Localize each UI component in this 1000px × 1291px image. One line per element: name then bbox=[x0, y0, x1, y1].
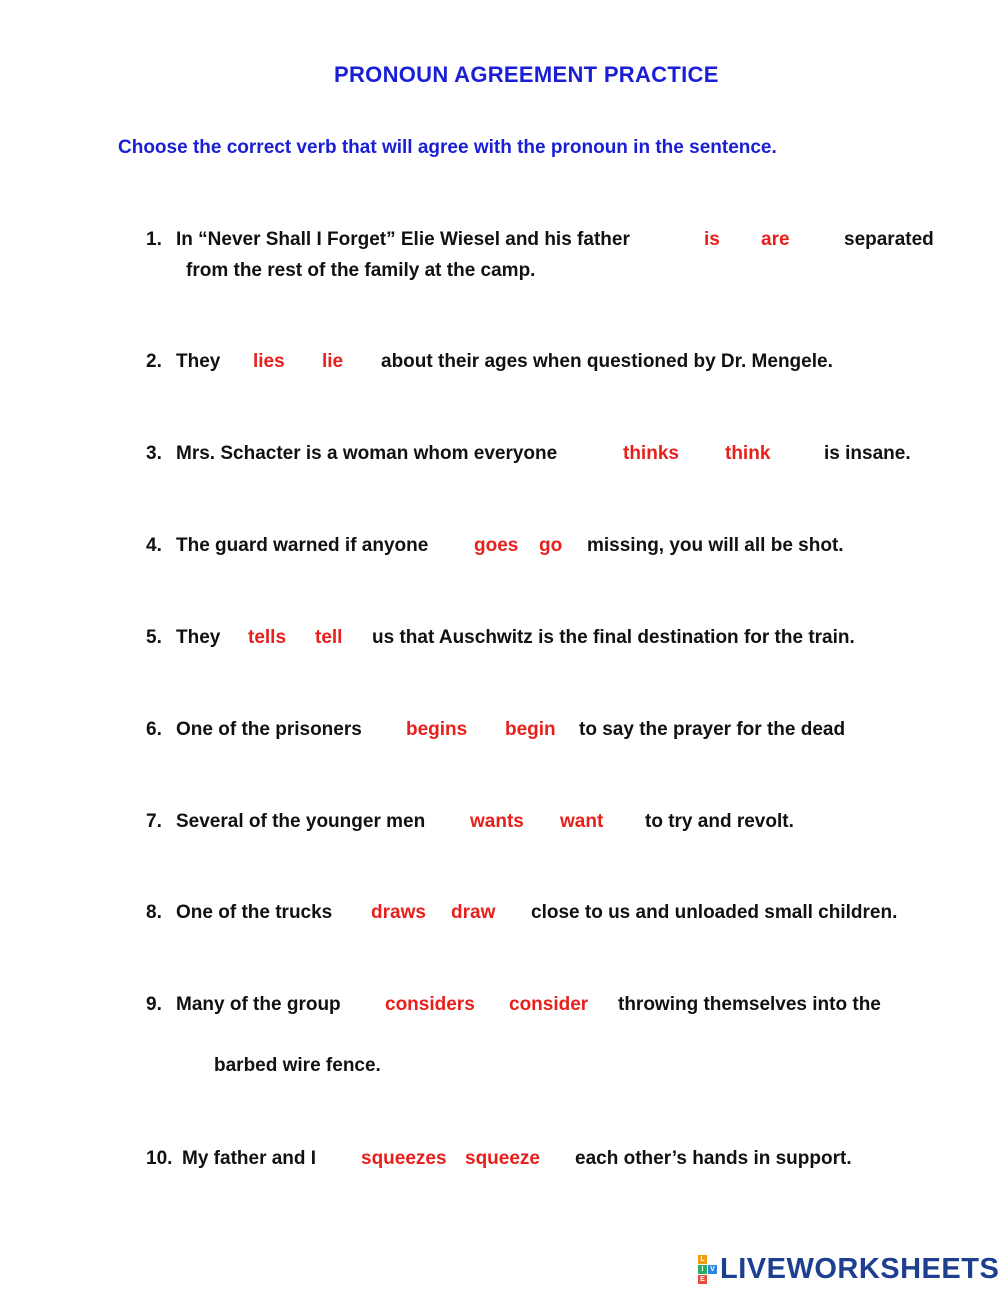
question-text: Many of the group bbox=[176, 994, 341, 1015]
question-text: Mrs. Schacter is a woman whom everyone bbox=[176, 443, 558, 464]
logo-letter: I bbox=[698, 1265, 707, 1274]
question-text: One of the trucks bbox=[176, 902, 333, 923]
question-text-after: each other’s hands in support. bbox=[575, 1148, 852, 1169]
question-number: 3. bbox=[146, 443, 162, 464]
question-text-after: separated bbox=[844, 229, 934, 250]
question-text-after: to try and revolt. bbox=[645, 811, 794, 832]
page-title: PRONOUN AGREEMENT PRACTICE bbox=[334, 62, 719, 87]
option-singular[interactable]: tells bbox=[248, 627, 287, 648]
option-plural[interactable]: go bbox=[539, 535, 563, 556]
question-number: 8. bbox=[146, 902, 162, 923]
question-number: 6. bbox=[146, 719, 162, 740]
option-plural[interactable]: lie bbox=[322, 351, 344, 372]
question-text: In “Never Shall I Forget” Elie Wiesel and his father bbox=[176, 229, 630, 250]
question-number: 10. bbox=[146, 1148, 173, 1169]
logo-letter: L bbox=[698, 1255, 707, 1264]
question-text: The guard warned if anyone bbox=[176, 535, 429, 556]
question-number: 7. bbox=[146, 811, 162, 832]
option-plural[interactable]: want bbox=[560, 811, 604, 832]
question-number: 1. bbox=[146, 229, 162, 250]
option-plural[interactable]: are bbox=[761, 229, 790, 250]
question-text: Several of the younger men bbox=[176, 811, 426, 832]
question-number: 2. bbox=[146, 351, 162, 372]
question-text-after: missing, you will all be shot. bbox=[587, 535, 844, 556]
logo-text: LIVEWORKSHEETS bbox=[720, 1253, 1000, 1285]
question-text-after: close to us and unloaded small children. bbox=[531, 902, 898, 923]
question-text-after: to say the prayer for the dead bbox=[579, 719, 846, 740]
question-text-after: us that Auschwitz is the final destination for the train. bbox=[372, 627, 855, 648]
option-plural[interactable]: begin bbox=[505, 719, 556, 740]
option-singular[interactable]: squeezes bbox=[361, 1148, 447, 1169]
question-text-continued: from the rest of the family at the camp. bbox=[186, 260, 536, 281]
option-plural[interactable]: squeeze bbox=[465, 1148, 540, 1169]
question-text: They bbox=[176, 627, 221, 648]
option-plural[interactable]: draw bbox=[451, 902, 496, 923]
logo-letter: E bbox=[698, 1275, 707, 1284]
question-text-after: about their ages when questioned by Dr. Mengele. bbox=[381, 351, 833, 372]
option-singular[interactable]: thinks bbox=[623, 443, 679, 464]
question-number: 5. bbox=[146, 627, 162, 648]
option-singular[interactable]: considers bbox=[385, 994, 475, 1015]
question-text: My father and I bbox=[182, 1148, 317, 1169]
logo-letter: V bbox=[708, 1265, 717, 1274]
logo-mark-icon bbox=[698, 1255, 717, 1284]
question-text-after: is insane. bbox=[824, 443, 911, 464]
option-singular[interactable]: begins bbox=[406, 719, 468, 740]
question-number: 9. bbox=[146, 994, 162, 1015]
question-text-continued: barbed wire fence. bbox=[214, 1055, 381, 1076]
option-plural[interactable]: think bbox=[725, 443, 771, 464]
option-singular[interactable]: is bbox=[704, 229, 720, 250]
question-text: They bbox=[176, 351, 221, 372]
liveworksheets-logo bbox=[698, 1255, 999, 1284]
option-plural[interactable]: tell bbox=[315, 627, 343, 648]
option-singular[interactable]: lies bbox=[253, 351, 285, 372]
question-number: 4. bbox=[146, 535, 162, 556]
option-singular[interactable]: wants bbox=[470, 811, 524, 832]
question-text-after: throwing themselves into the bbox=[618, 994, 881, 1015]
instructions: Choose the correct verb that will agree with the pronoun in the sentence. bbox=[118, 137, 777, 158]
option-singular[interactable]: goes bbox=[474, 535, 519, 556]
question-text: One of the prisoners bbox=[176, 719, 362, 740]
option-plural[interactable]: consider bbox=[509, 994, 589, 1015]
option-singular[interactable]: draws bbox=[371, 902, 426, 923]
